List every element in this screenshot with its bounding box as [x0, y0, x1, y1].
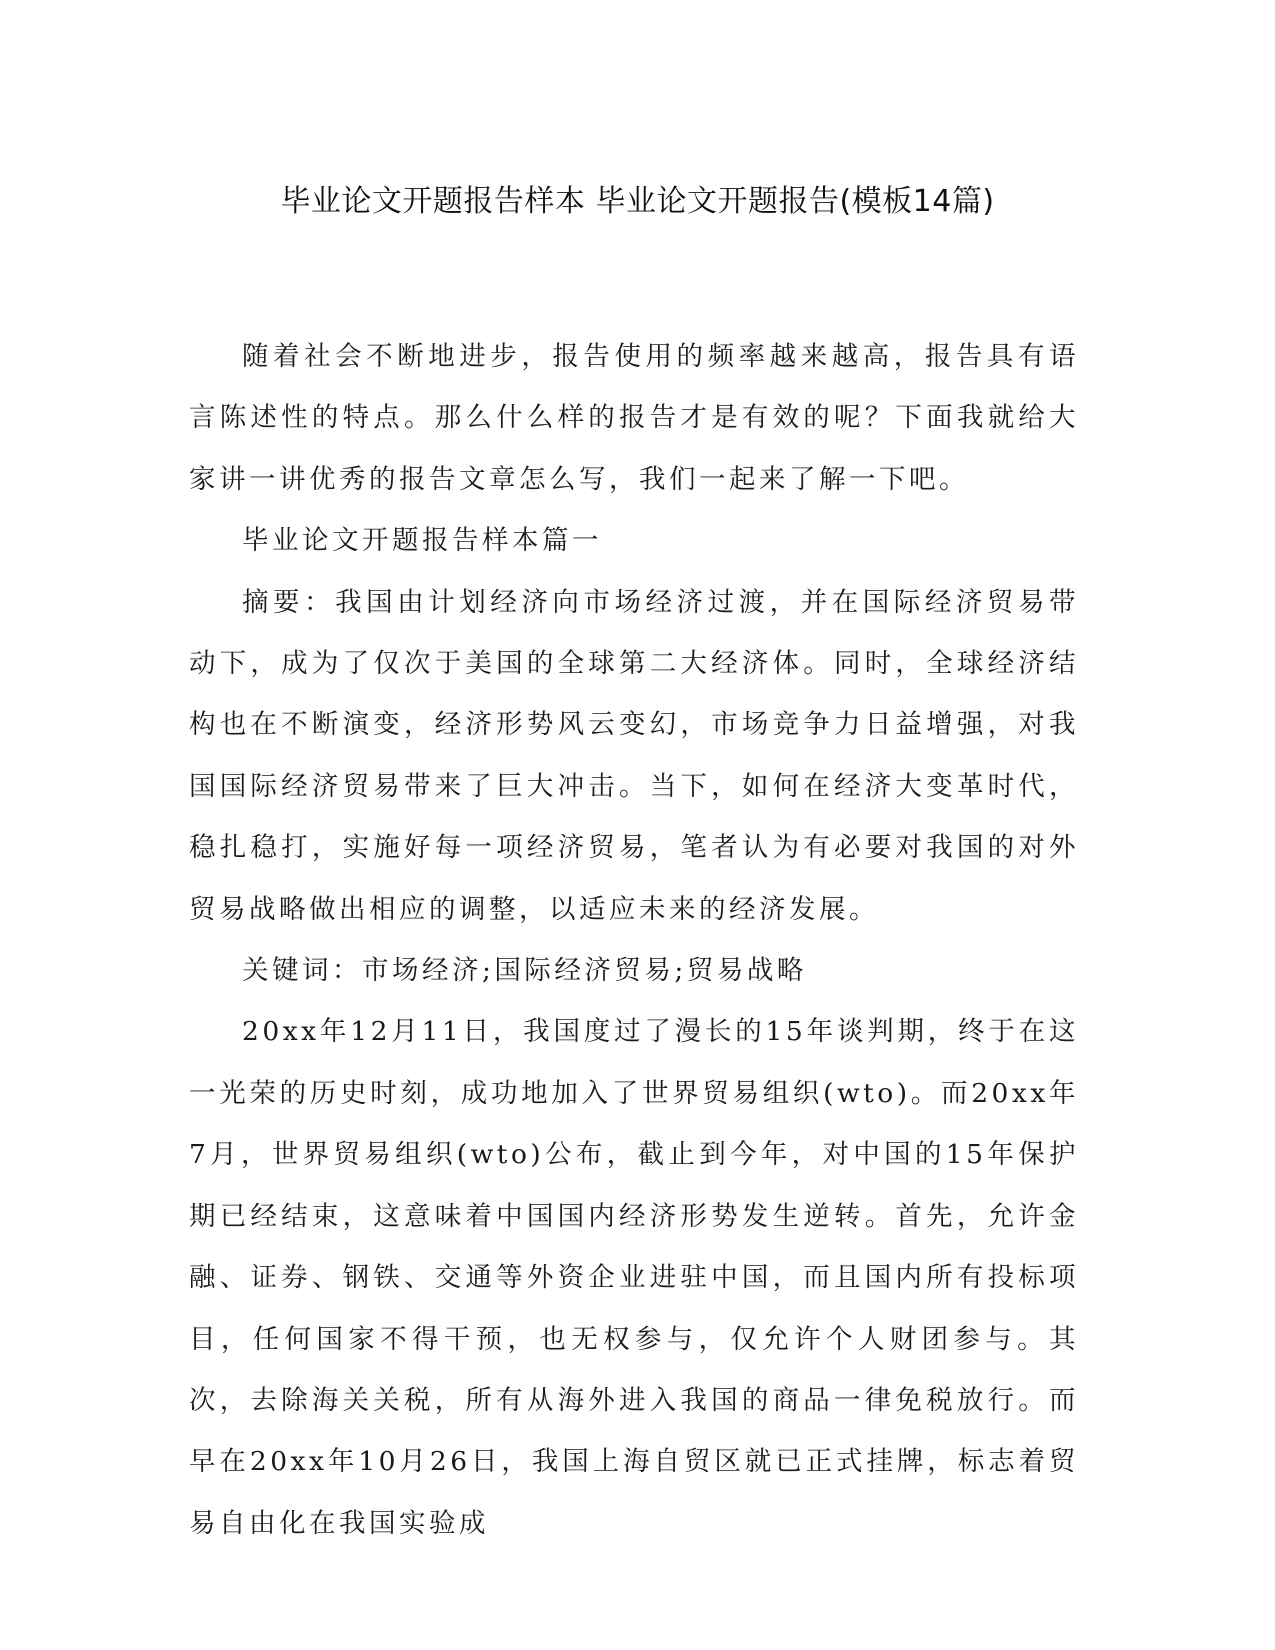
body-paragraph: 20xx年12月11日，我国度过了漫长的15年谈判期，终于在这一光荣的历史时刻，成功地加入了世界贸易组织(wto)。而20xx年7月，世界贸易组织(wto)公布，截止到今年，对中国的15年保护期已经结束，这意味着中国国内经济形势发生逆转。首先，允许金融、证券、钢铁、交通等外资企业进驻中国，而且国内所有投标项目，任何国家不得干预，也无权参与，仅允许个人财团参与。其次，去除海关关税，所有从海外进入我国的商品一律免税放行。而早在20xx年10月26日，我国上海自贸区就已正式挂牌，标志着贸易自由化在我国实验成 [189, 1016, 1079, 1539]
document-title: 毕业论文开题报告样本 毕业论文开题报告(模板14篇) [280, 184, 995, 219]
abstract-paragraph: 摘要：我国由计划经济向市场经济过渡，并在国际经济贸易带动下，成为了仅次于美国的全球第二大经济体。同时，全球经济结构也在不断演变，经济形势风云变幻，市场竞争力日益增强，对我国国际经济贸易带来了巨大冲击。当下，如何在经济大变革时代，稳扎稳打，实施好每一项经济贸易，笔者认为有必要对我国的对外贸易战略做出相应的调整，以适应未来的经济发展。 [189, 586, 1079, 925]
keywords-paragraph: 关键词：市场经济;国际经济贸易;贸易战略 [242, 955, 807, 987]
section-heading: 毕业论文开题报告样本篇一 [242, 525, 602, 557]
document-body [189, 326, 1079, 1554]
intro-paragraph: 随着社会不断地进步，报告使用的频率越来越高，报告具有语言陈述性的特点。那么什么样的报告才是有效的呢？下面我就给大家讲一讲优秀的报告文章怎么写，我们一起来了解一下吧。 [189, 341, 1079, 495]
